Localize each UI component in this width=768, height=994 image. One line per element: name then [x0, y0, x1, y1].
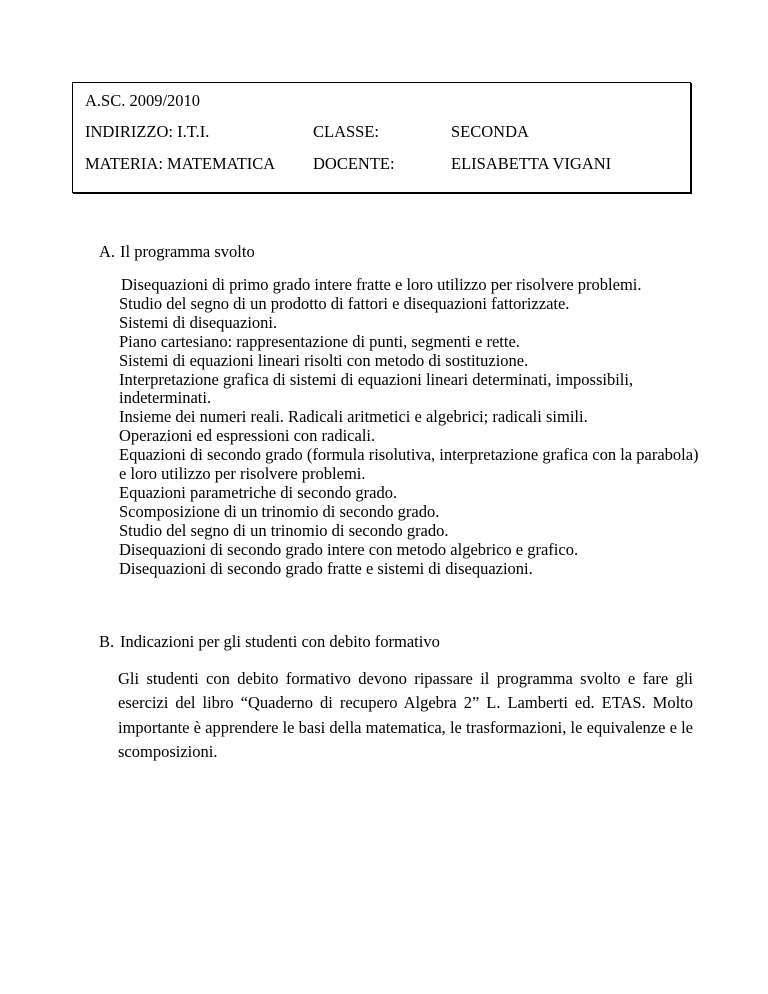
classe-label: CLASSE: [313, 122, 380, 141]
header-box [72, 82, 691, 193]
program-item: Disequazioni di primo grado intere fratte e loro utilizzo per risolvere problemi. [121, 275, 642, 294]
program-item: Sistemi di disequazioni. [119, 312, 278, 332]
docente-value: ELISABETTA VIGANI [451, 154, 612, 173]
indirizzo: INDIRIZZO: I.T.I. [85, 122, 210, 141]
program-item: Studio del segno di un trinomio di secondo grado. [119, 520, 449, 540]
program-item: Equazioni parametriche di secondo grado. [119, 482, 398, 502]
program-item: Interpretazione grafica di sistemi di equazioni lineari determinati, impossibili, indeterminati. [119, 369, 634, 408]
program-item: Studio del segno di un prodotto di fattori e disequazioni fattorizzate. [119, 293, 570, 313]
materia: MATERIA: MATEMATICA [85, 154, 276, 173]
program-item: Equazioni di secondo grado (formula risolutiva, interpretazione grafica con la parabola) e loro utilizzo per risolvere problemi. [119, 445, 699, 484]
section-a-heading [99, 242, 255, 262]
section-a-title: Il programma svolto [120, 242, 255, 261]
section-a-letter: A. [99, 242, 116, 261]
program-item: Insieme dei numeri reali. Radicali aritmetici e algebrici; radicali simili. [119, 407, 588, 427]
program-item: Operazioni ed espressioni con radicali. [119, 426, 376, 446]
section-b-title: Indicazioni per gli studenti con debito formativo [120, 632, 440, 651]
program-item: Piano cartesiano: rappresentazione di punti, segmenti e rette. [119, 331, 520, 351]
program-item: Sistemi di equazioni lineari risolti con metodo di sostituzione. [119, 350, 529, 370]
section-b-letter: B. [99, 632, 115, 651]
classe-value: SECONDA [451, 122, 529, 141]
program-item: Disequazioni di secondo grado fratte e sistemi di disequazioni. [119, 558, 533, 578]
program-list [119, 276, 699, 579]
debt-instructions: Gli studenti con debito formativo devono ripassare il programma svolto e fare gli esercizi del libro “Quaderno di recupero Algebra 2” L. Lamberti ed. ETAS. Molto importante è apprendere le basi della matematica, le trasformazioni, le equivalenze e le scomposizioni. [118, 669, 693, 761]
school-year: A.SC. 2009/2010 [85, 91, 201, 110]
section-b-heading [99, 632, 440, 652]
docente-label: DOCENTE: [313, 154, 395, 173]
program-item: Scomposizione di un trinomio di secondo grado. [119, 501, 440, 521]
program-item: Disequazioni di secondo grado intere con metodo algebrico e grafico. [119, 539, 579, 559]
